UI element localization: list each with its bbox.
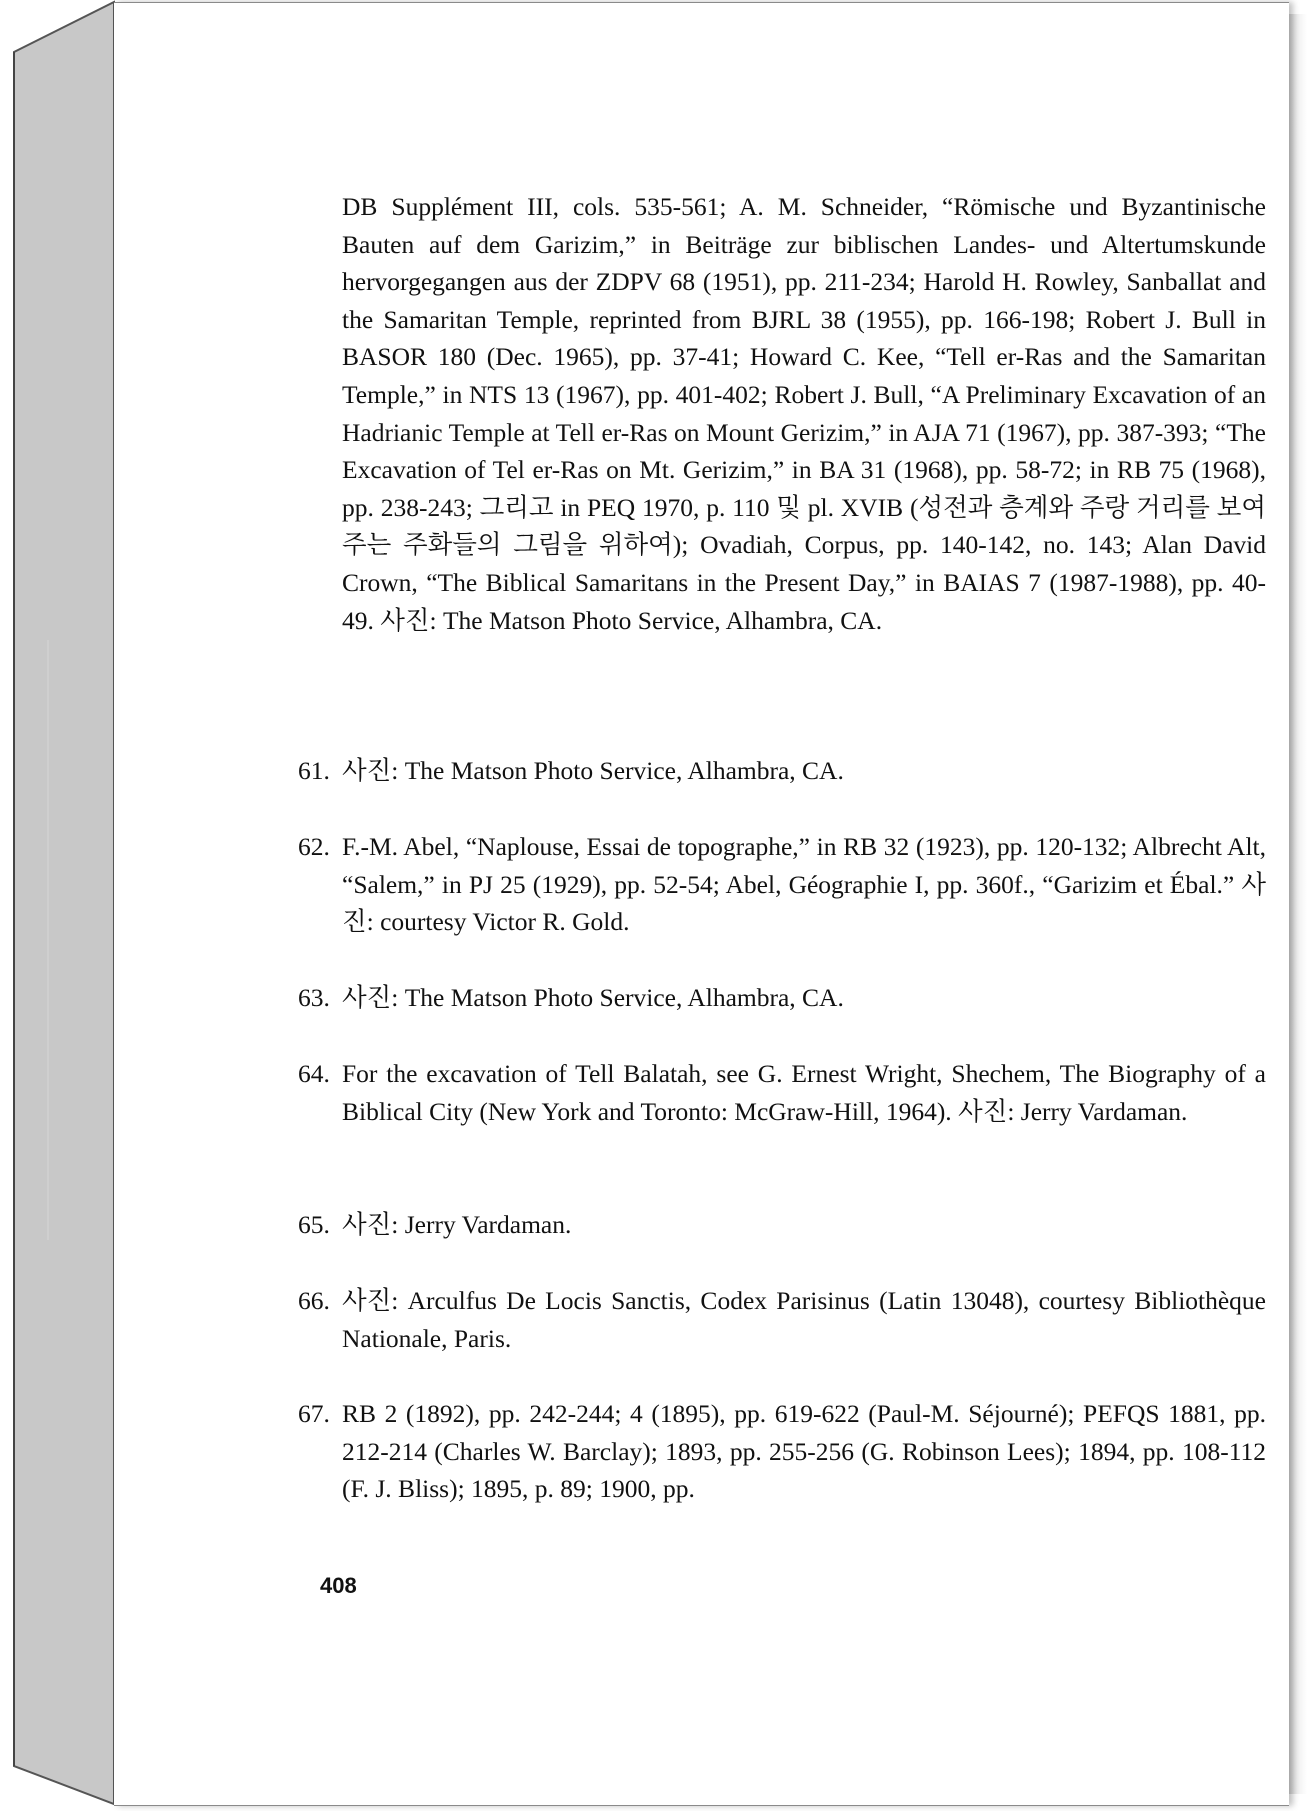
note-number: 65. [298, 1210, 330, 1239]
note-text: For the excavation of Tell Balatah, see G. Ernest Wright, Shechem, The Biography of a Biblical City (New York and Toronto: McGraw-Hill, 1964). 사진: Jerry Vardaman. [342, 1059, 1266, 1126]
note-text: F.-M. Abel, “Naplouse, Essai de topographe,” in RB 32 (1923), pp. 120-132; Albrecht Alt, “Salem,” in PJ 25 (1929), pp. 52-54; Abel, Géographie I, pp. 360f., “Garizim et Ébal.” 사진: courtesy Victor R. Gold. [342, 832, 1266, 937]
note-text: RB 2 (1892), pp. 242-244; 4 (1895), pp. 619-622 (Paul-M. Séjourné); PEFQS 1881, pp. 212-214 (Charles W. Barclay); 1893, pp. 255-256 (G. Robinson Lees); 1894, pp. 108-112 (F. J. Bliss); 1895, p. 89; 1900, pp. [342, 1399, 1266, 1504]
note-62 [298, 828, 1266, 941]
note-67 [298, 1395, 1266, 1508]
note-number: 66. [298, 1286, 330, 1315]
note-text: 사진: Jerry Vardaman. [342, 1210, 572, 1239]
note-number: 64. [298, 1059, 330, 1088]
page-number: 408 [320, 1573, 357, 1598]
scan-artifact [47, 640, 49, 1240]
note-text: 사진: The Matson Photo Service, Alhambra, CA. [342, 983, 844, 1012]
page-content [114, 3, 1289, 1805]
note-66 [298, 1282, 1266, 1357]
note-text: 사진: The Matson Photo Service, Alhambra, CA. [342, 756, 844, 785]
note-number: 61. [298, 756, 330, 785]
book-page [114, 2, 1289, 1806]
note-number: 62. [298, 832, 330, 861]
note-number: 67. [298, 1399, 330, 1428]
page-edge [1289, 14, 1307, 1794]
note-text: 사진: Arculfus De Locis Sanctis, Codex Parisinus (Latin 13048), courtesy Bibliothèque Nationale, Paris. [342, 1286, 1266, 1353]
note-65 [298, 1206, 1266, 1244]
note-number: 63. [298, 983, 330, 1012]
note-63 [298, 979, 1266, 1017]
note-continuation: DB Supplément III, cols. 535-561; A. M. Schneider, “Römische und Byzantinische Bauten auf dem Garizim,” in Beiträge zur biblischen Landes- und Altertumskunde hervorgegangen aus der ZDPV 68 (1951), pp. 211-234; Harold H. Rowley, Sanballat and the Samaritan Temple, reprinted from BJRL 38 (1955), pp. 166-198; Robert J. Bull in BASOR 180 (Dec. 1965), pp. 37-41; Howard C. Kee, “Tell er-Ras and the Samaritan Temple,” in NTS 13 (1967), pp. 401-402; Robert J. Bull, “A Preliminary Excavation of an Hadrianic Temple at Tell er-Ras on Mount Gerizim,” in AJA 71 (1967), pp. 387-393; “The Excavation of Tel er-Ras on Mt. Gerizim,” in BA 31 (1968), pp. 58-72; in RB 75 (1968), pp. 238-243; 그리고 in PEQ 1970, p. 110 및 pl. XVIB (성전과 층계와 주랑 거리를 보여 주는 주화들의 그림을 위하여); Ovadiah, Corpus, pp. 140-142, no. 143; Alan David Crown, “The Biblical Samaritans in the Present Day,” in BAIAS 7 (1987-1988), pp. 40-49. 사진: The Matson Photo Service, Alhambra, CA. [342, 192, 1266, 635]
note-61 [298, 752, 1266, 790]
note-64 [298, 1055, 1266, 1130]
